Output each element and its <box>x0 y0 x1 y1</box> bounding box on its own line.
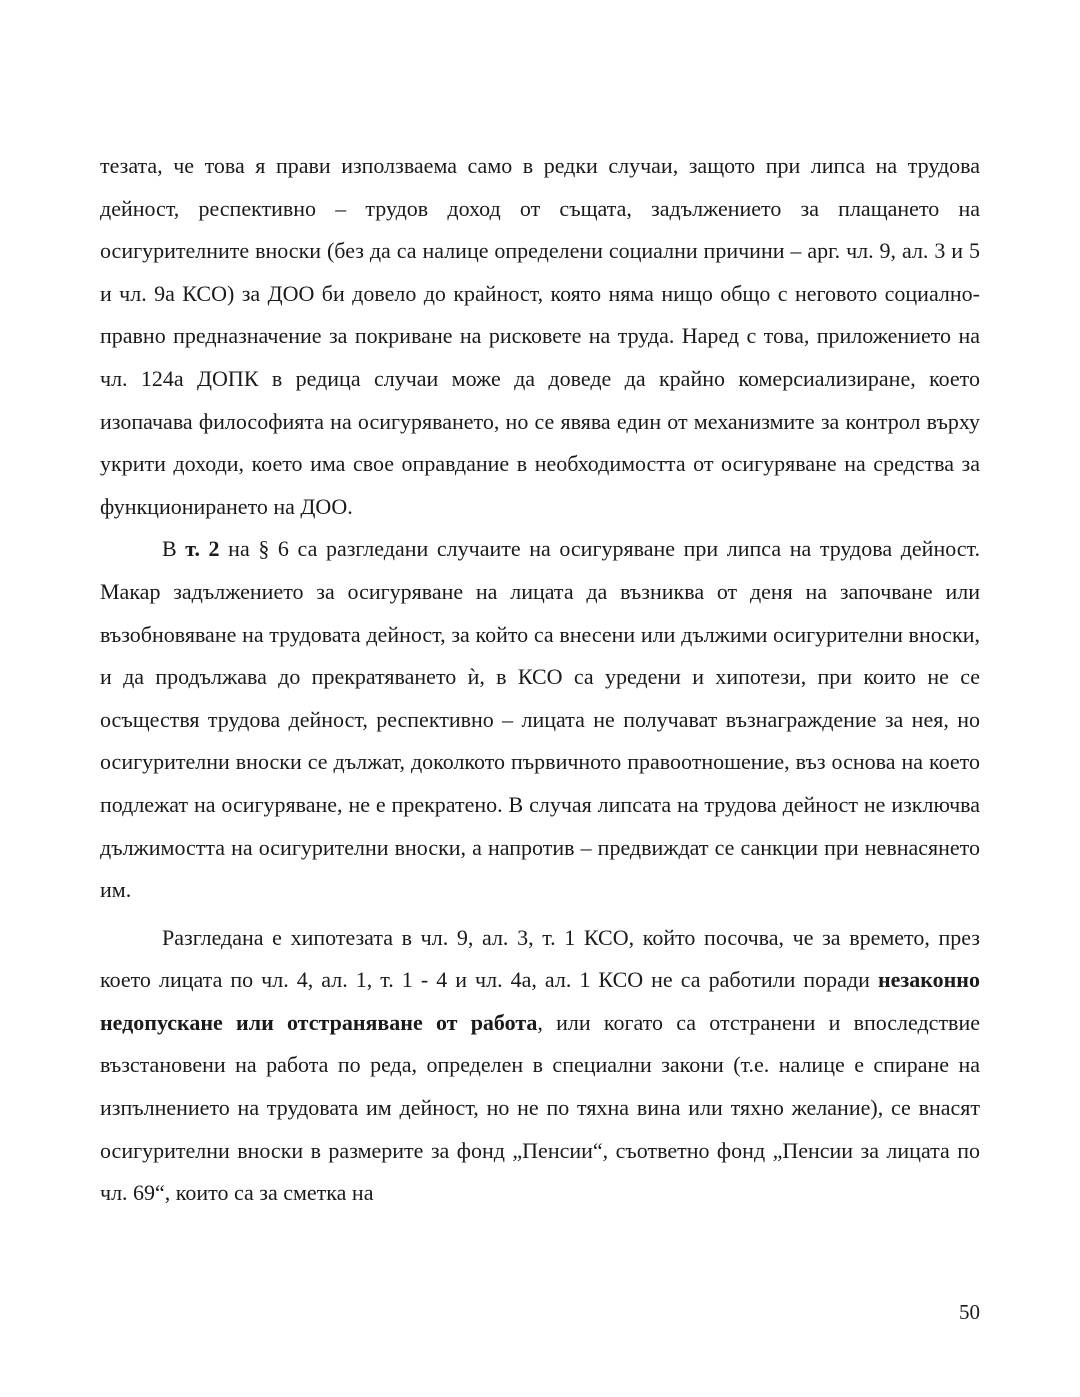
paragraph-1-text: тезата, че това я прави използваема само в редки случаи, защото при липса на трудова дейност, респективно – трудов доход от същата, задължението за плащането на осигурителните вноски (без да са налице определени социални причини – арг. чл. 9, ал. 3 и 5 и чл. 9а КСО) за ДОО би довело до крайност, която няма нищо общо с неговото социално-правно предназначение за покриване на рисковете на труда. Наред с това, приложението на чл. 124а ДОПК в редица случаи може да доведе да крайно комерсиализиране, което изопачава философията на осигуряването, но се явява един от механизмите за контрол върху укрити доходи, което има свое оправдание в необходимостта от осигуряване на средства за функционирането на ДОО. <box>100 153 980 519</box>
paragraph-3-text-b: , или когато са отстранени и впоследствие възстановени на работа по реда, определен в специални закони (т.е. налице е спиране на изпълнението на трудовата им дейност, но не по тяхна вина или тяхно желание), се внасят осигурителни вноски в размерите за фонд „Пенсии“, съответно фонд „Пенсии за лицата по чл. 69“, които са за сметка на <box>100 1009 980 1206</box>
paragraph-2-text-b: на § 6 са разгледани случаите на осигуряване при липса на трудова дейност. Макар задължението за осигуряване на лицата да възниква от деня на започване или възобновяване на трудовата дейност, за който са внесени или дължими осигурителни вноски, и да продължава до прекратяването ѝ, в КСО са уредени и хипотези, при които не се осъществя трудова дейност, респективно – лицата не получават възнаграждение за нея, но осигурителни вноски се дължат, доколкото първичното правоотношение, въз основа на което подлежат на осигуряване, не е прекратено. В случая липсата на трудова дейност не изключва дължимостта на осигурителни вноски, а напротив – предвиждат се санкции при невнасянето им. <box>100 536 980 903</box>
paragraph-3-text-a: Разгледана е хипотезата в чл. 9, ал. 3, т. 1 КСО, който посочва, че за времето, през което лицата по чл. 4, ал. 1, т. 1 - 4 и чл. 4а, ал. 1 КСО не са работили поради <box>100 924 980 993</box>
page-number: 50 <box>959 1300 980 1324</box>
paragraph-2-bold-term: т. 2 <box>185 536 220 562</box>
paragraph-2 <box>100 528 980 911</box>
paragraph-2-text-a: В <box>162 536 186 562</box>
paragraph-1 <box>100 145 980 528</box>
paragraph-3 <box>100 917 980 1215</box>
paragraph-3-bold-term: незаконно недопускане или отстраняване от работа <box>100 967 980 1035</box>
document-page <box>100 145 980 1215</box>
